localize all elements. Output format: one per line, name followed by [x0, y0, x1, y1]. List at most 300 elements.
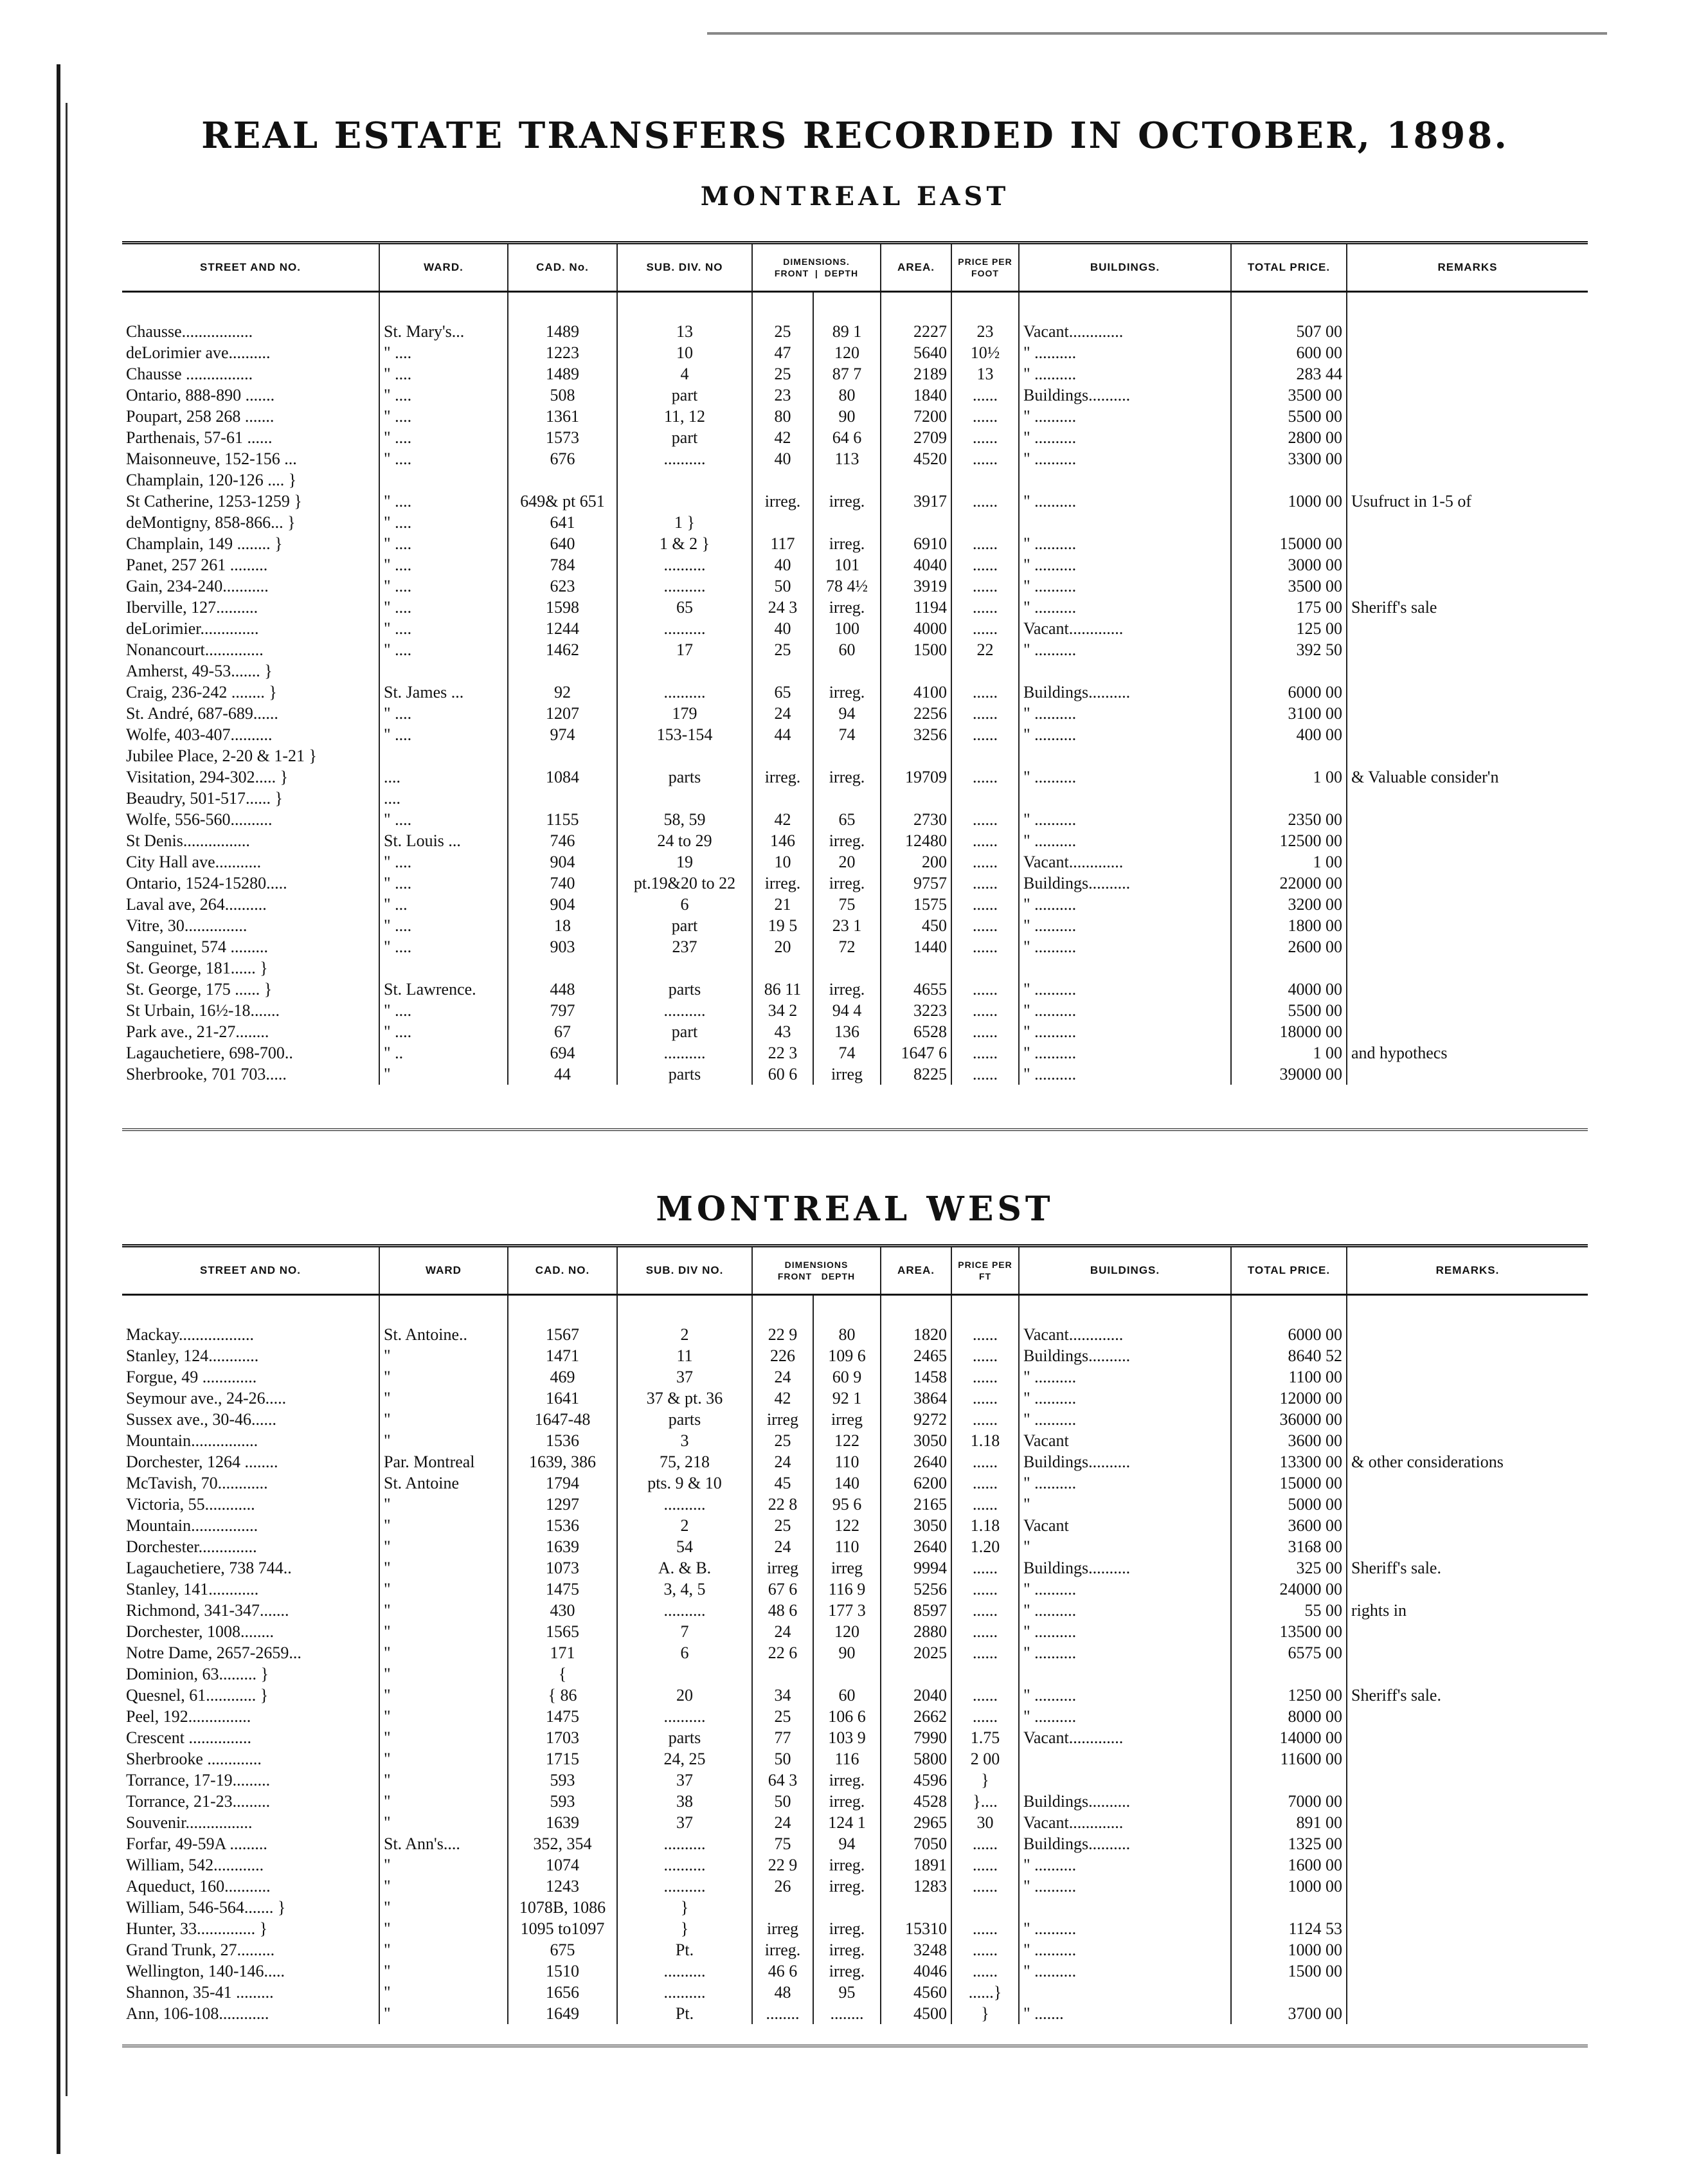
street-cell: Ontario, 1524-15280.....: [122, 873, 379, 894]
area-cell: 9994: [881, 1557, 951, 1579]
front-cell: 80: [752, 406, 813, 427]
remarks-cell: [1347, 554, 1588, 575]
table-row: [122, 554, 1588, 575]
west-header-row: [122, 1246, 1588, 1295]
remarks-cell: [1347, 2003, 1588, 2024]
buildings-cell: Vacant: [1019, 1515, 1231, 1536]
area-cell: 9272: [881, 1409, 951, 1430]
ward-cell: ": [379, 1063, 508, 1085]
street-cell: Visitation, 294-302..... }: [122, 766, 379, 788]
total-price-cell: [1231, 469, 1347, 491]
price-per-foot-cell: ......: [951, 427, 1019, 448]
subdiv-cell: Pt.: [617, 1939, 752, 1960]
depth-cell: 116: [813, 1748, 881, 1769]
buildings-cell: " ..........: [1019, 533, 1231, 554]
subdiv-cell: ..........: [617, 1982, 752, 2003]
total-price-cell: 507 00: [1231, 321, 1347, 342]
buildings-cell: " ..........: [1019, 1918, 1231, 1939]
subdiv-cell: 3, 4, 5: [617, 1579, 752, 1600]
front-cell: irreg.: [752, 766, 813, 788]
area-cell: 3919: [881, 575, 951, 597]
front-cell: 46 6: [752, 1960, 813, 1982]
table-row: [122, 1918, 1588, 1939]
ward-cell: ": [379, 1621, 508, 1642]
street-cell: Forfar, 49-59A .........: [122, 1833, 379, 1854]
price-per-foot-cell: ......: [951, 936, 1019, 957]
area-cell: 2965: [881, 1812, 951, 1833]
total-price-cell: 3000 00: [1231, 554, 1347, 575]
header-subdiv: SUB. DIV NO.: [617, 1246, 752, 1295]
price-per-foot-cell: ......: [951, 1579, 1019, 1600]
area-cell: 1575: [881, 894, 951, 915]
ward-cell: ": [379, 1536, 508, 1557]
price-per-foot-cell: [951, 469, 1019, 491]
cad-cell: 1462: [508, 639, 617, 660]
remarks-cell: [1347, 1063, 1588, 1085]
price-per-foot-cell: ......: [951, 1000, 1019, 1021]
header-total-price: TOTAL PRICE.: [1231, 1246, 1347, 1295]
ward-cell: " ....: [379, 554, 508, 575]
table-row: [122, 1748, 1588, 1769]
depth-cell: 90: [813, 1642, 881, 1663]
table-row: [122, 809, 1588, 830]
ward-cell: " ....: [379, 851, 508, 873]
table-row: [122, 788, 1588, 809]
remarks-cell: [1347, 1472, 1588, 1494]
subdiv-cell: ..........: [617, 618, 752, 639]
front-cell: 23: [752, 385, 813, 406]
front-cell: 226: [752, 1345, 813, 1366]
total-price-cell: [1231, 745, 1347, 766]
subdiv-cell: ..........: [617, 554, 752, 575]
table-row: [122, 1494, 1588, 1515]
buildings-cell: " ..........: [1019, 1366, 1231, 1388]
area-cell: 2256: [881, 703, 951, 724]
header-street: STREET AND NO.: [122, 1246, 379, 1295]
total-price-cell: 13500 00: [1231, 1621, 1347, 1642]
cad-cell: 18: [508, 915, 617, 936]
ward-cell: ": [379, 1876, 508, 1897]
street-cell: Aqueduct, 160...........: [122, 1876, 379, 1897]
depth-cell: 23 1: [813, 915, 881, 936]
buildings-cell: " ..........: [1019, 1642, 1231, 1663]
depth-cell: irreg.: [813, 491, 881, 512]
subdiv-cell: 20: [617, 1685, 752, 1706]
depth-cell: 92 1: [813, 1388, 881, 1409]
area-cell: 2662: [881, 1706, 951, 1727]
remarks-cell: [1347, 1982, 1588, 2003]
table-row: [122, 448, 1588, 469]
total-price-cell: 5500 00: [1231, 406, 1347, 427]
table-row: [122, 385, 1588, 406]
table-row: [122, 533, 1588, 554]
area-cell: [881, 745, 951, 766]
subdiv-cell: }: [617, 1918, 752, 1939]
buildings-cell: Buildings..........: [1019, 1833, 1231, 1854]
subdiv-cell: 2: [617, 1324, 752, 1345]
remarks-cell: [1347, 1324, 1588, 1345]
remarks-cell: [1347, 406, 1588, 427]
depth-cell: ........: [813, 2003, 881, 2024]
buildings-cell: [1019, 1769, 1231, 1791]
subdiv-cell: 17: [617, 639, 752, 660]
remarks-cell: & other considerations: [1351, 1452, 1504, 1471]
table-row: [122, 1536, 1588, 1557]
buildings-cell: Vacant: [1019, 1430, 1231, 1451]
remarks-cell: [1347, 894, 1588, 915]
depth-cell: irreg.: [813, 873, 881, 894]
buildings-cell: " ..........: [1019, 1621, 1231, 1642]
depth-cell: 110: [813, 1451, 881, 1472]
header-depth: DEPTH: [821, 1271, 856, 1281]
depth-cell: 101: [813, 554, 881, 575]
front-cell: irreg.: [752, 491, 813, 512]
front-cell: 24: [752, 1536, 813, 1557]
table-row: [122, 936, 1588, 957]
price-per-foot-cell: ......: [951, 618, 1019, 639]
street-cell: Wolfe, 403-407..........: [122, 724, 379, 745]
table-row: [122, 1982, 1588, 2003]
remarks-cell: [1347, 1706, 1588, 1727]
ward-cell: ": [379, 1642, 508, 1663]
street-cell: Ann, 106-108............: [122, 2003, 379, 2024]
ward-cell: " ....: [379, 342, 508, 363]
subdiv-cell: 37: [617, 1769, 752, 1791]
price-per-foot-cell: ......: [951, 682, 1019, 703]
street-cell: Laval ave, 264..........: [122, 894, 379, 915]
subdiv-cell: 179: [617, 703, 752, 724]
price-per-foot-cell: [951, 745, 1019, 766]
price-per-foot-cell: ......: [951, 1494, 1019, 1515]
subdiv-cell: ..........: [617, 1042, 752, 1063]
price-per-foot-cell: ......: [951, 597, 1019, 618]
subdiv-cell: 1 }: [617, 512, 752, 533]
subdiv-cell: ..........: [617, 1833, 752, 1854]
price-per-foot-cell: }: [951, 2003, 1019, 2024]
price-per-foot-cell: [951, 788, 1019, 809]
table-row: [122, 491, 1588, 512]
total-price-cell: 3500 00: [1231, 575, 1347, 597]
area-cell: 2640: [881, 1536, 951, 1557]
cad-cell: 1565: [508, 1621, 617, 1642]
ward-cell: " ....: [379, 363, 508, 385]
table-row: [122, 851, 1588, 873]
subdiv-cell: 6: [617, 1642, 752, 1663]
depth-cell: irreg: [813, 1063, 881, 1085]
header-area: AREA.: [881, 243, 951, 292]
front-cell: 24: [752, 1621, 813, 1642]
price-per-foot-cell: ......: [951, 915, 1019, 936]
depth-cell: [813, 957, 881, 979]
street-cell: deLorimier ave..........: [122, 342, 379, 363]
cad-cell: { 86: [508, 1685, 617, 1706]
street-cell: McTavish, 70............: [122, 1472, 379, 1494]
cad-cell: 67: [508, 1021, 617, 1042]
ward-cell: " ....: [379, 406, 508, 427]
remarks-cell: [1347, 1536, 1588, 1557]
subdiv-cell: pt.19&20 to 22: [617, 873, 752, 894]
subdiv-cell: part: [617, 385, 752, 406]
price-per-foot-cell: ......: [951, 1833, 1019, 1854]
buildings-cell: " ..........: [1019, 1685, 1231, 1706]
buildings-cell: " ..........: [1019, 597, 1231, 618]
total-price-cell: 1100 00: [1231, 1366, 1347, 1388]
header-street: STREET AND NO.: [122, 243, 379, 292]
table-row: [122, 830, 1588, 851]
buildings-cell: Buildings..........: [1019, 1791, 1231, 1812]
buildings-cell: " ..........: [1019, 1472, 1231, 1494]
street-cell: Vitre, 30...............: [122, 915, 379, 936]
depth-cell: [813, 469, 881, 491]
price-per-foot-cell: ......: [951, 894, 1019, 915]
cad-cell: 1361: [508, 406, 617, 427]
remarks-cell: [1347, 363, 1588, 385]
header-remarks: REMARKS: [1347, 243, 1588, 292]
depth-cell: 65: [813, 809, 881, 830]
total-price-cell: 14000 00: [1231, 1727, 1347, 1748]
remarks-cell: Sheriff's sale.: [1351, 1685, 1441, 1705]
street-cell: St Catherine, 1253-1259 }: [122, 491, 379, 512]
ward-cell: ....: [379, 788, 508, 809]
subdiv-cell: 38: [617, 1791, 752, 1812]
total-price-cell: 1 00: [1231, 766, 1347, 788]
subdiv-cell: ..........: [617, 1000, 752, 1021]
price-per-foot-cell: ......: [951, 873, 1019, 894]
area-cell: 5800: [881, 1748, 951, 1769]
cad-cell: {: [508, 1663, 617, 1685]
price-per-foot-cell: }....: [951, 1791, 1019, 1812]
street-cell: St. George, 175 ...... }: [122, 979, 379, 1000]
buildings-cell: " ..........: [1019, 554, 1231, 575]
ward-cell: " ....: [379, 427, 508, 448]
remarks-cell: [1347, 682, 1588, 703]
cad-cell: 1647-48: [508, 1409, 617, 1430]
front-cell: [752, 957, 813, 979]
subdiv-cell: 37: [617, 1366, 752, 1388]
price-per-foot-cell: ......: [951, 1876, 1019, 1897]
depth-cell: 72: [813, 936, 881, 957]
top-edge-smudge: [707, 32, 1607, 35]
front-cell: [752, 788, 813, 809]
depth-cell: [813, 512, 881, 533]
area-cell: 3050: [881, 1430, 951, 1451]
front-cell: 24: [752, 1451, 813, 1472]
table-row: [122, 1063, 1588, 1085]
remarks-cell: [1347, 469, 1588, 491]
buildings-cell: " ..........: [1019, 1042, 1231, 1063]
table-row: [122, 406, 1588, 427]
depth-cell: 106 6: [813, 1706, 881, 1727]
table-row: [122, 745, 1588, 766]
street-cell: Nonancourt..............: [122, 639, 379, 660]
ward-cell: " ....: [379, 724, 508, 745]
buildings-cell: " ..........: [1019, 1409, 1231, 1430]
header-buildings: BUILDINGS.: [1019, 243, 1231, 292]
area-cell: 1647 6: [881, 1042, 951, 1063]
ward-cell: ": [379, 1706, 508, 1727]
subdiv-cell: 19: [617, 851, 752, 873]
header-dimensions-label: DIMENSIONS.: [783, 257, 850, 267]
street-cell: City Hall ave...........: [122, 851, 379, 873]
area-cell: 5256: [881, 1579, 951, 1600]
price-per-foot-cell: ......: [951, 554, 1019, 575]
ward-cell: [379, 469, 508, 491]
buildings-cell: [1019, 660, 1231, 682]
subdiv-cell: ..........: [617, 1960, 752, 1982]
area-cell: [881, 469, 951, 491]
front-cell: 75: [752, 1833, 813, 1854]
subdiv-cell: 6: [617, 894, 752, 915]
buildings-cell: " ..........: [1019, 1021, 1231, 1042]
ward-cell: ": [379, 1388, 508, 1409]
table-row: [122, 575, 1588, 597]
ward-cell: St. Mary's...: [379, 321, 508, 342]
buildings-cell: " ..........: [1019, 766, 1231, 788]
depth-cell: 95: [813, 1982, 881, 2003]
total-price-cell: 36000 00: [1231, 1409, 1347, 1430]
subdiv-cell: 24, 25: [617, 1748, 752, 1769]
remarks-cell: [1347, 1409, 1588, 1430]
price-per-foot-cell: [951, 1663, 1019, 1685]
buildings-cell: Vacant.............: [1019, 851, 1231, 873]
cad-cell: 676: [508, 448, 617, 469]
cad-cell: 1598: [508, 597, 617, 618]
front-cell: 65: [752, 682, 813, 703]
price-per-foot-cell: ......: [951, 1642, 1019, 1663]
street-cell: Park ave., 21-27........: [122, 1021, 379, 1042]
subdiv-cell: [617, 788, 752, 809]
street-cell: William, 542............: [122, 1854, 379, 1876]
buildings-cell: " ..........: [1019, 915, 1231, 936]
cad-cell: 1639, 386: [508, 1451, 617, 1472]
street-cell: Gain, 234-240...........: [122, 575, 379, 597]
front-cell: 25: [752, 639, 813, 660]
table-row: [122, 1042, 1588, 1063]
table-row: [122, 427, 1588, 448]
remarks-cell: [1347, 1366, 1588, 1388]
total-price-cell: 125 00: [1231, 618, 1347, 639]
remarks-cell: [1347, 321, 1588, 342]
cad-cell: 1297: [508, 1494, 617, 1515]
street-cell: Dorchester, 1008........: [122, 1621, 379, 1642]
remarks-cell: [1347, 1897, 1588, 1918]
street-cell: Parthenais, 57-61 ......: [122, 427, 379, 448]
price-per-foot-cell: ......: [951, 406, 1019, 427]
cad-cell: 746: [508, 830, 617, 851]
header-price-per-foot: PRICE PER FOOT: [951, 243, 1019, 292]
subdiv-cell: parts: [617, 766, 752, 788]
area-cell: 1840: [881, 385, 951, 406]
cad-cell: 1639: [508, 1536, 617, 1557]
price-per-foot-cell: ......: [951, 1042, 1019, 1063]
west-transfers-table: [122, 1244, 1588, 2024]
street-cell: Stanley, 124............: [122, 1345, 379, 1366]
front-cell: 40: [752, 618, 813, 639]
ward-cell: St. Lawrence.: [379, 979, 508, 1000]
buildings-cell: " ..........: [1019, 894, 1231, 915]
front-cell: 22 9: [752, 1324, 813, 1345]
price-per-foot-cell: ......: [951, 575, 1019, 597]
price-per-foot-cell: }: [951, 1769, 1019, 1791]
subdiv-cell: [617, 957, 752, 979]
total-price-cell: 1325 00: [1231, 1833, 1347, 1854]
buildings-cell: [1019, 1982, 1231, 2003]
cad-cell: 904: [508, 894, 617, 915]
buildings-cell: ": [1019, 1536, 1231, 1557]
front-cell: 50: [752, 1748, 813, 1769]
street-cell: Hunter, 33.............. }: [122, 1918, 379, 1939]
table-row: [122, 1409, 1588, 1430]
total-price-cell: 3700 00: [1231, 2003, 1347, 2024]
depth-cell: 122: [813, 1515, 881, 1536]
depth-cell: 95 6: [813, 1494, 881, 1515]
front-cell: 43: [752, 1021, 813, 1042]
cad-cell: 1703: [508, 1727, 617, 1748]
front-cell: 24 3: [752, 597, 813, 618]
cad-cell: 1155: [508, 809, 617, 830]
buildings-cell: Buildings..........: [1019, 1557, 1231, 1579]
ward-cell: ": [379, 1409, 508, 1430]
buildings-cell: " ..........: [1019, 427, 1231, 448]
street-cell: deMontigny, 858-866... }: [122, 512, 379, 533]
street-cell: Iberville, 127..........: [122, 597, 379, 618]
street-cell: Mountain................: [122, 1430, 379, 1451]
price-per-foot-cell: ......: [951, 385, 1019, 406]
table-row: [122, 1939, 1588, 1960]
ward-cell: " ....: [379, 915, 508, 936]
street-cell: Richmond, 341-347.......: [122, 1600, 379, 1621]
front-cell: 146: [752, 830, 813, 851]
subdiv-cell: ..........: [617, 1600, 752, 1621]
area-cell: 3223: [881, 1000, 951, 1021]
cad-cell: [508, 745, 617, 766]
buildings-cell: Buildings..........: [1019, 385, 1231, 406]
depth-cell: irreg.: [813, 1854, 881, 1876]
table-row: [122, 469, 1588, 491]
depth-cell: 89 1: [813, 321, 881, 342]
front-cell: [752, 1663, 813, 1685]
price-per-foot-cell: ......: [951, 766, 1019, 788]
subdiv-cell: part: [617, 915, 752, 936]
cad-cell: 1095 to1097: [508, 1918, 617, 1939]
street-cell: Poupart, 258 268 .......: [122, 406, 379, 427]
header-area: AREA.: [881, 1246, 951, 1295]
remarks-cell: [1347, 1388, 1588, 1409]
buildings-cell: [1019, 745, 1231, 766]
cad-cell: [508, 469, 617, 491]
street-cell: Wolfe, 556-560..........: [122, 809, 379, 830]
cad-cell: 694: [508, 1042, 617, 1063]
price-per-foot-cell: 1.18: [951, 1430, 1019, 1451]
subdiv-cell: 10: [617, 342, 752, 363]
remarks-cell: [1347, 830, 1588, 851]
buildings-cell: [1019, 512, 1231, 533]
area-cell: [881, 957, 951, 979]
ward-cell: " ....: [379, 597, 508, 618]
total-price-cell: [1231, 512, 1347, 533]
section-title-east: MONTREAL EAST: [700, 181, 1010, 212]
street-cell: St. George, 181...... }: [122, 957, 379, 979]
price-per-foot-cell: ......: [951, 851, 1019, 873]
cad-cell: 675: [508, 1939, 617, 1960]
remarks-cell: [1347, 979, 1588, 1000]
area-cell: 2040: [881, 1685, 951, 1706]
area-cell: 6528: [881, 1021, 951, 1042]
front-cell: 25: [752, 321, 813, 342]
price-per-foot-cell: [951, 660, 1019, 682]
buildings-cell: " ..........: [1019, 809, 1231, 830]
remarks-cell: [1347, 1494, 1588, 1515]
